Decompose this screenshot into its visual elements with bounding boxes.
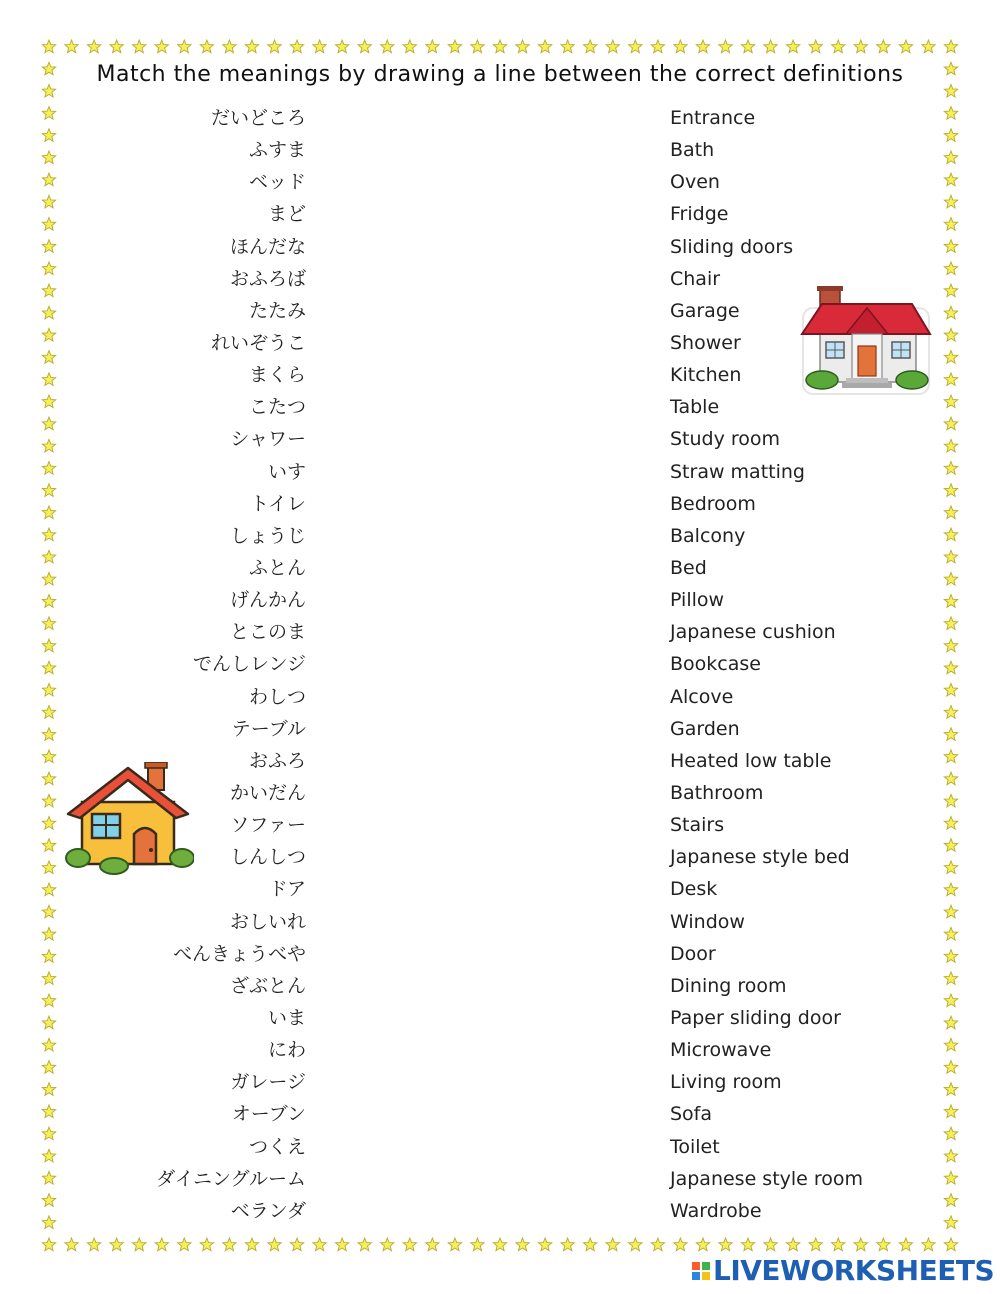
japanese-word[interactable]: いす (267, 460, 306, 483)
english-meaning[interactable]: Toilet (670, 1135, 720, 1158)
star-icon (290, 1238, 303, 1251)
star-icon (42, 1238, 55, 1251)
japanese-word[interactable]: かいだん (229, 781, 306, 804)
japanese-word[interactable]: つくえ (248, 1135, 306, 1158)
star-icon (899, 1238, 912, 1251)
star-icon (42, 572, 55, 585)
japanese-word[interactable]: ダイニングルーム (156, 1167, 306, 1190)
japanese-word[interactable]: だいどころ (210, 107, 306, 129)
star-icon (42, 373, 55, 386)
star-icon (516, 1238, 529, 1251)
star-icon (42, 1171, 55, 1184)
star-icon (877, 40, 890, 53)
star-icon (42, 417, 55, 430)
star-icon (42, 772, 55, 785)
star-icon (42, 1127, 55, 1140)
english-meaning[interactable]: Table (670, 396, 720, 419)
star-icon (899, 40, 912, 53)
star-icon (922, 1238, 935, 1251)
star-icon (42, 151, 55, 164)
star-icon (200, 1238, 213, 1251)
star-icon (42, 1016, 55, 1029)
star-icon (629, 1238, 642, 1251)
star-icon (42, 1105, 55, 1118)
star-icon (42, 395, 55, 408)
star-icon (606, 40, 619, 53)
english-meaning[interactable]: Entrance (670, 107, 756, 129)
star-icon (42, 728, 55, 741)
star-icon (426, 1238, 439, 1251)
star-icon (358, 1238, 371, 1251)
english-meaning[interactable]: Garage (670, 299, 740, 322)
star-icon (336, 1238, 349, 1251)
star-icon (403, 1238, 416, 1251)
star-icon (696, 40, 709, 53)
english-meaning-list (670, 102, 950, 1227)
star-icon (178, 1238, 191, 1251)
english-meaning[interactable]: Study room (670, 428, 781, 451)
japanese-word[interactable]: ふすま (248, 139, 306, 162)
star-icon (42, 40, 55, 53)
star-icon (719, 1238, 732, 1251)
star-icon (42, 1083, 55, 1096)
japanese-word[interactable]: ドア (268, 878, 306, 901)
japanese-word[interactable]: まど (267, 203, 306, 226)
star-icon (200, 40, 213, 53)
star-icon (42, 351, 55, 364)
star-icon (42, 550, 55, 563)
star-icon (42, 927, 55, 940)
star-icon (42, 1061, 55, 1074)
star-icon (42, 240, 55, 253)
english-meaning[interactable]: Living room (670, 1071, 782, 1094)
star-icon (42, 661, 55, 674)
star-icon (832, 1238, 845, 1251)
english-meaning[interactable]: Pillow (670, 589, 725, 612)
star-icon (493, 40, 506, 53)
star-icon (42, 905, 55, 918)
star-icon (561, 1238, 574, 1251)
english-meaning[interactable]: Bathroom (670, 781, 764, 804)
english-meaning[interactable]: Door (670, 942, 716, 965)
star-icon (832, 40, 845, 53)
star-icon (42, 1216, 55, 1229)
star-icon (42, 639, 55, 652)
english-meaning[interactable]: Stairs (670, 814, 725, 837)
english-meaning[interactable]: Bath (670, 139, 715, 162)
star-icon (155, 40, 168, 53)
japanese-word[interactable]: ふとん (248, 556, 306, 579)
star-icon (313, 40, 326, 53)
japanese-word[interactable]: オーブン (231, 1103, 306, 1126)
star-icon (42, 62, 55, 75)
star-icon (268, 1238, 281, 1251)
star-icon (381, 1238, 394, 1251)
yellow-house-icon (64, 762, 194, 878)
star-icon (471, 1238, 484, 1251)
english-meaning[interactable]: Window (670, 910, 745, 933)
star-icon (741, 1238, 754, 1251)
star-icon (336, 40, 349, 53)
star-icon (42, 1194, 55, 1207)
star-icon (42, 883, 55, 896)
star-icon (809, 40, 822, 53)
english-meaning[interactable]: Heated low table (670, 749, 832, 772)
japanese-word[interactable]: れいぞうこ (210, 331, 306, 354)
japanese-word[interactable]: ベランダ (230, 1199, 306, 1222)
star-icon (42, 506, 55, 519)
star-icon (584, 40, 597, 53)
star-icon (178, 40, 191, 53)
star-icon (313, 1238, 326, 1251)
star-icon (42, 284, 55, 297)
japanese-word[interactable]: でんしレンジ (192, 653, 306, 676)
star-icon (42, 817, 55, 830)
star-icon (223, 1238, 236, 1251)
english-meaning[interactable]: Wardrobe (670, 1199, 762, 1222)
worksheet-title: Match the meanings by drawing a line between the correct definitions (96, 62, 904, 87)
star-icon (674, 40, 687, 53)
star-icon (42, 683, 55, 696)
star-icon (471, 40, 484, 53)
star-icon (65, 40, 78, 53)
english-meaning[interactable]: Garden (670, 717, 740, 740)
japanese-word[interactable]: げんかん (229, 589, 306, 612)
star-icon (42, 129, 55, 142)
english-meaning[interactable]: Dining room (670, 974, 787, 997)
star-icon (741, 40, 754, 53)
english-meaning[interactable]: Japanese style bed (670, 846, 850, 869)
star-icon (561, 40, 574, 53)
star-icon (922, 40, 935, 53)
red-roof-house-icon (800, 286, 932, 398)
star-icon (538, 40, 551, 53)
star-icon (764, 1238, 777, 1251)
english-meaning[interactable]: Oven (670, 171, 720, 194)
star-icon (651, 40, 664, 53)
star-icon (42, 262, 55, 275)
star-icon (358, 40, 371, 53)
star-icon (42, 794, 55, 807)
english-meaning[interactable]: Japanese cushion (670, 621, 836, 644)
star-icon (448, 1238, 461, 1251)
star-icon (42, 750, 55, 763)
japanese-word[interactable]: わしつ (248, 685, 306, 708)
star-icon (42, 195, 55, 208)
star-icon (110, 40, 123, 53)
japanese-word[interactable]: テーブル (231, 717, 306, 740)
star-icon (426, 40, 439, 53)
english-meaning[interactable]: Japanese style room (670, 1167, 864, 1190)
star-icon (516, 40, 529, 53)
star-icon (42, 484, 55, 497)
japanese-word[interactable]: しょうじ (229, 524, 306, 547)
english-meaning[interactable]: Kitchen (670, 364, 742, 387)
japanese-word[interactable]: とこのま (229, 621, 306, 644)
liveworksheets-brand (692, 1254, 994, 1287)
japanese-word[interactable]: まくら (248, 364, 306, 387)
star-icon (133, 40, 146, 53)
english-meaning[interactable]: Sofa (670, 1103, 713, 1126)
star-icon (787, 40, 800, 53)
japanese-word[interactable]: おしいれ (229, 910, 306, 933)
japanese-word[interactable]: たたみ (248, 299, 306, 322)
star-icon (674, 1238, 687, 1251)
japanese-word[interactable]: べんきょうべや (172, 942, 306, 965)
star-icon (854, 1238, 867, 1251)
star-icon (381, 40, 394, 53)
brand-name: LIVEWORKSHEETS (713, 1254, 995, 1287)
star-icon (42, 595, 55, 608)
star-icon (42, 462, 55, 475)
star-icon (87, 40, 100, 53)
star-icon (944, 40, 957, 53)
english-meaning[interactable]: Balcony (670, 524, 746, 547)
japanese-word[interactable]: しんしつ (229, 846, 306, 869)
star-icon (245, 40, 258, 53)
star-icon (944, 1238, 957, 1251)
star-icon (651, 1238, 664, 1251)
star-icon (42, 306, 55, 319)
star-icon (42, 1038, 55, 1051)
star-icon (268, 40, 281, 53)
star-icon (696, 1238, 709, 1251)
star-icon (155, 1238, 168, 1251)
star-icon (877, 1238, 890, 1251)
star-icon (42, 617, 55, 630)
star-icon (944, 84, 957, 97)
english-meaning[interactable]: Alcove (670, 685, 734, 708)
star-icon (944, 62, 957, 75)
japanese-word-list (100, 102, 306, 1227)
star-icon (42, 861, 55, 874)
star-icon (42, 839, 55, 852)
english-meaning[interactable]: Paper sliding door (670, 1006, 841, 1029)
star-icon (223, 40, 236, 53)
english-meaning[interactable]: Bookcase (670, 653, 761, 676)
liveworksheets-logo-icon (692, 1262, 710, 1280)
japanese-word[interactable]: にわ (267, 1039, 306, 1062)
star-icon (629, 40, 642, 53)
english-meaning[interactable]: Sliding doors (670, 235, 794, 258)
english-meaning[interactable]: Microwave (670, 1039, 772, 1062)
japanese-word[interactable]: ざぶとん (229, 974, 306, 997)
star-icon (42, 439, 55, 452)
star-icon (403, 40, 416, 53)
japanese-word[interactable]: シャワー (230, 428, 306, 451)
star-icon (42, 173, 55, 186)
star-icon (42, 218, 55, 231)
star-icon (42, 107, 55, 120)
star-icon (133, 1238, 146, 1251)
star-icon (87, 1238, 100, 1251)
star-icon (42, 84, 55, 97)
english-meaning[interactable]: Straw matting (670, 460, 805, 483)
star-icon (42, 528, 55, 541)
japanese-word[interactable]: いま (267, 1006, 306, 1029)
star-icon (493, 1238, 506, 1251)
english-meaning[interactable]: Desk (670, 878, 718, 901)
english-meaning[interactable]: Bedroom (670, 492, 756, 515)
star-icon (42, 972, 55, 985)
star-icon (719, 40, 732, 53)
star-icon (290, 40, 303, 53)
star-icon (538, 1238, 551, 1251)
japanese-word[interactable]: トイレ (249, 492, 306, 515)
star-icon (809, 1238, 822, 1251)
star-icon (764, 40, 777, 53)
japanese-word[interactable]: ほんだな (229, 235, 306, 258)
english-meaning[interactable]: Shower (670, 331, 741, 354)
japanese-word[interactable]: こたつ (248, 396, 306, 419)
japanese-word[interactable]: ガレージ (230, 1071, 306, 1094)
star-icon (65, 1238, 78, 1251)
star-icon (787, 1238, 800, 1251)
star-icon (245, 1238, 258, 1251)
japanese-word[interactable]: おふろ (248, 749, 306, 772)
star-icon (42, 706, 55, 719)
star-icon (42, 1149, 55, 1162)
star-icon (42, 950, 55, 963)
japanese-word[interactable]: ベッド (248, 171, 306, 194)
japanese-word[interactable]: ソファー (230, 814, 306, 837)
star-icon (42, 328, 55, 341)
english-meaning[interactable]: Bed (670, 556, 707, 579)
star-icon (606, 1238, 619, 1251)
star-icon (110, 1238, 123, 1251)
star-icon (584, 1238, 597, 1251)
star-icon (448, 40, 461, 53)
star-icon (42, 994, 55, 1007)
english-meaning[interactable]: Chair (670, 267, 721, 290)
star-icon (854, 40, 867, 53)
japanese-word[interactable]: おふろば (229, 267, 306, 290)
english-meaning[interactable]: Fridge (670, 203, 729, 226)
